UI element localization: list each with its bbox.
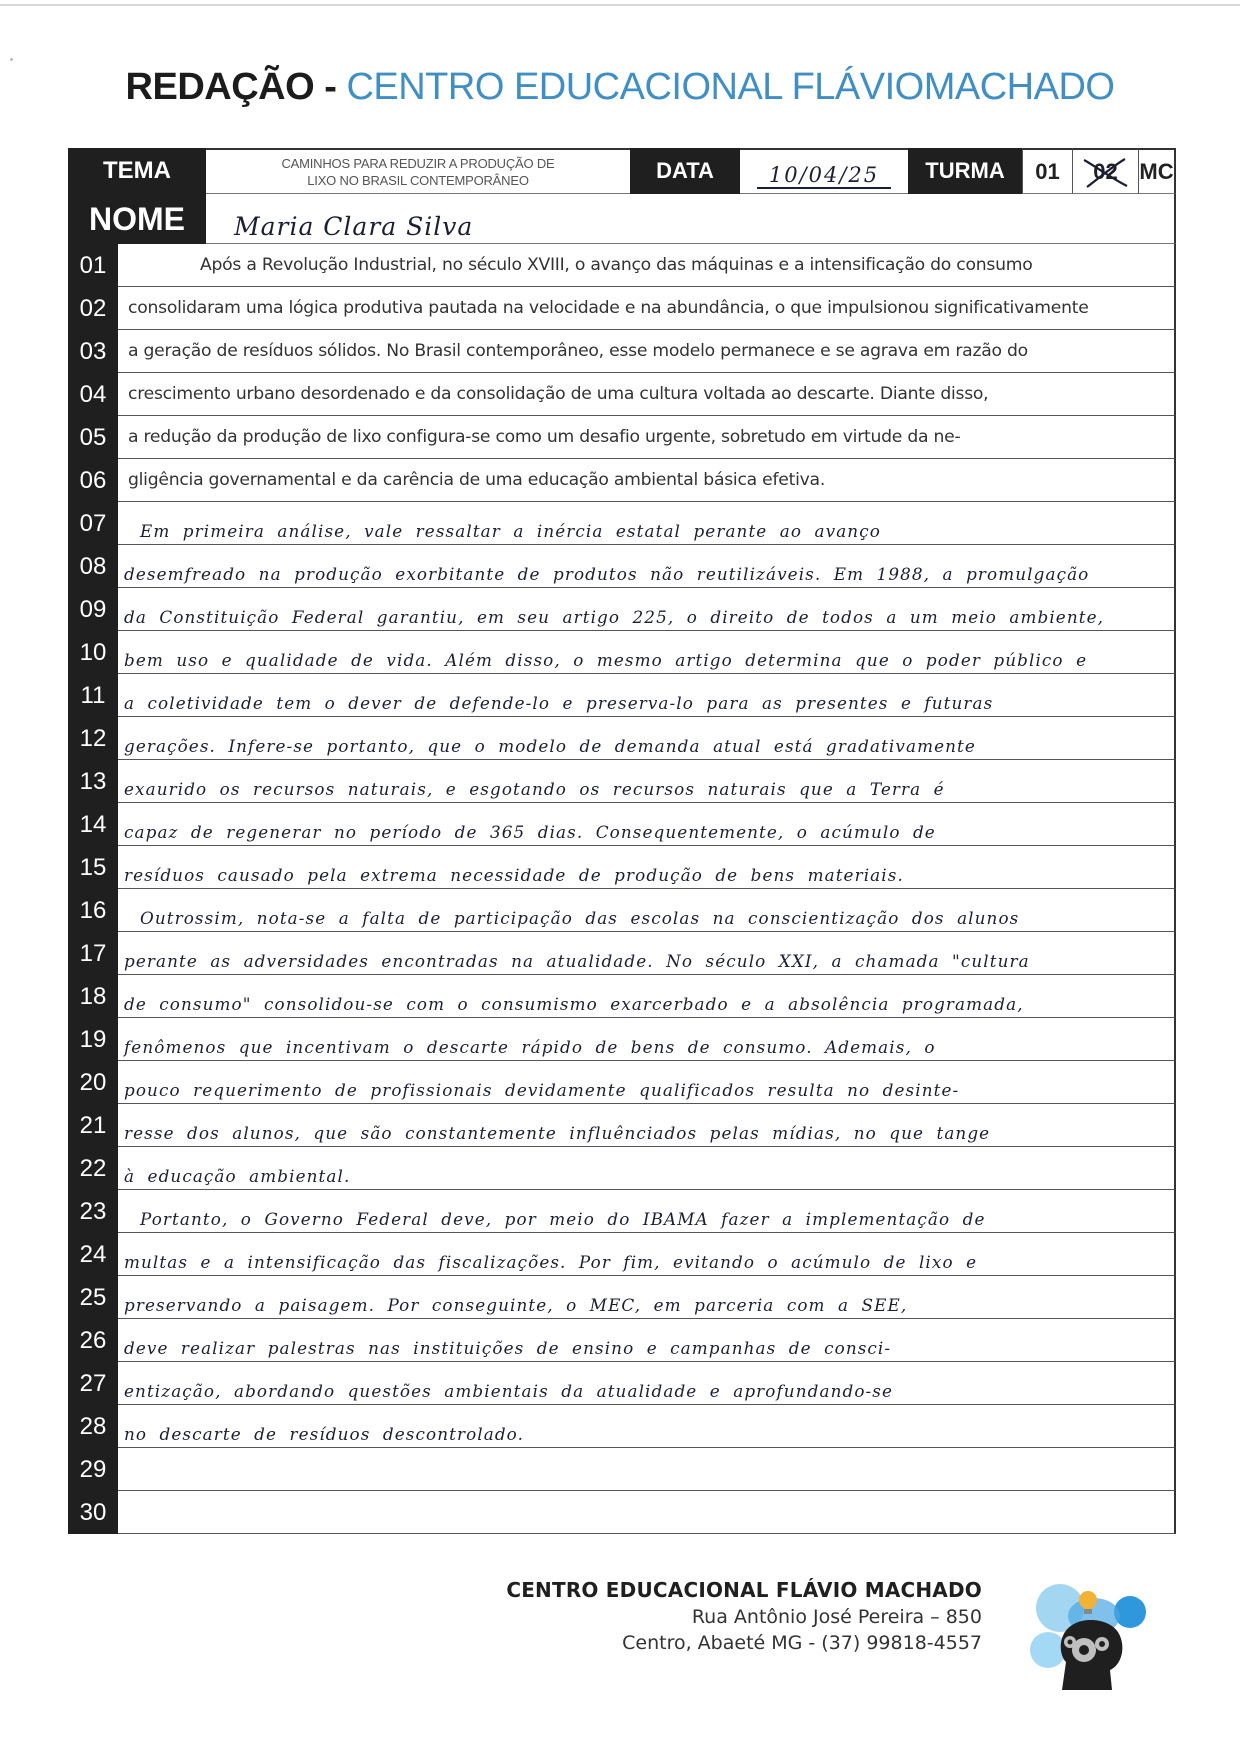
- essay-line: [68, 588, 1176, 631]
- data-label: DATA: [630, 148, 740, 194]
- essay-line: [68, 889, 1176, 932]
- essay-line: [68, 416, 1176, 459]
- handwritten-text: exaurido os recursos naturais, e esgotando os recursos naturais que a Terra é: [124, 779, 945, 799]
- essay-line: [68, 717, 1176, 760]
- essay-line: [68, 975, 1176, 1018]
- line-text-field[interactable]: [118, 1190, 1176, 1233]
- handwritten-text: multas e a intensificação das fiscalizações. Por fim, evitando o acúmulo de lixo e: [124, 1252, 978, 1272]
- line-text-field[interactable]: [118, 1233, 1176, 1276]
- line-text-field[interactable]: [118, 459, 1176, 502]
- page-title: [0, 66, 1240, 109]
- line-text-field[interactable]: [118, 631, 1176, 674]
- handwritten-text: deve realizar palestras nas instituições de ensino e campanhas de consci-: [124, 1338, 892, 1358]
- handwritten-text: Em primeira análise, vale ressaltar a inércia estatal perante ao avanço: [140, 521, 881, 541]
- handwritten-text: entização, abordando questões ambientais da atualidade e aprofundando-se: [124, 1381, 894, 1401]
- typed-text: Após a Revolução Industrial, no século XVIII, o avanço das máquinas e a intensificação do consumo: [200, 255, 1033, 275]
- page-footer: [0, 1570, 1240, 1720]
- essay-line: [68, 373, 1176, 416]
- line-text-field[interactable]: [118, 889, 1176, 932]
- essay-line: [68, 1362, 1176, 1405]
- line-number: 21: [68, 1104, 118, 1147]
- handwritten-text: pouco requerimento de profissionais devidamente qualificados resulta no desinte-: [124, 1080, 960, 1100]
- handwritten-text: capaz de regenerar no período de 365 dias. Consequentemente, o acúmulo de: [124, 822, 936, 842]
- essay-line: [68, 1147, 1176, 1190]
- nome-value: Maria Clara Silva: [234, 212, 474, 241]
- essay-line: [68, 502, 1176, 545]
- typed-text: crescimento urbano desordenado e da consolidação de uma cultura voltada ao descarte. Diante disso,: [128, 384, 989, 404]
- line-text-field[interactable]: [118, 373, 1176, 416]
- line-number: 24: [68, 1233, 118, 1276]
- handwritten-text: gerações. Infere-se portanto, que o modelo de demanda atual está gradativamente: [124, 736, 976, 756]
- turma-option-02-label: 02: [1093, 158, 1118, 184]
- line-text-field[interactable]: [118, 502, 1176, 545]
- essay-line: [68, 330, 1176, 373]
- essay-line: [68, 846, 1176, 889]
- line-text-field[interactable]: [118, 1104, 1176, 1147]
- line-text-field[interactable]: [118, 975, 1176, 1018]
- line-number: 12: [68, 717, 118, 760]
- line-text-field[interactable]: [118, 1018, 1176, 1061]
- essay-line: [68, 545, 1176, 588]
- line-number: 19: [68, 1018, 118, 1061]
- line-text-field[interactable]: [118, 846, 1176, 889]
- title-school: CENTRO EDUCACIONAL FLÁVIOMACHADO: [346, 66, 1115, 108]
- line-text-field[interactable]: [118, 1491, 1176, 1534]
- line-number: 18: [68, 975, 118, 1018]
- line-number: 06: [68, 459, 118, 502]
- data-value: 10/04/25: [757, 163, 891, 189]
- essay-line: [68, 803, 1176, 846]
- line-text-field[interactable]: [118, 330, 1176, 373]
- line-number: 29: [68, 1448, 118, 1491]
- turma-label: TURMA: [908, 148, 1022, 194]
- line-number: 09: [68, 588, 118, 631]
- handwritten-text: resse dos alunos, que são constantemente influênciados pelas mídias, no que tange: [124, 1123, 991, 1143]
- line-number: 05: [68, 416, 118, 459]
- turma-option-01[interactable]: 01: [1022, 148, 1072, 194]
- line-number: 10: [68, 631, 118, 674]
- line-number: 13: [68, 760, 118, 803]
- essay-lines: [68, 244, 1176, 1534]
- line-number: 23: [68, 1190, 118, 1233]
- line-number: 20: [68, 1061, 118, 1104]
- line-text-field[interactable]: [118, 588, 1176, 631]
- essay-line: [68, 1448, 1176, 1491]
- tema-field: [206, 148, 630, 194]
- line-number: 22: [68, 1147, 118, 1190]
- footer-text: [506, 1578, 982, 1654]
- handwritten-text: de consumo" consolidou-se com o consumismo exarcerbado e a absolência programada,: [124, 994, 1024, 1014]
- line-text-field[interactable]: [118, 244, 1176, 287]
- essay-line: [68, 1233, 1176, 1276]
- essay-line: [68, 760, 1176, 803]
- footer-address: Rua Antônio José Pereira – 850: [691, 1606, 982, 1628]
- essay-sheet: [68, 148, 1176, 1535]
- line-number: 08: [68, 545, 118, 588]
- handwritten-text: no descarte de resíduos descontrolado.: [124, 1424, 525, 1444]
- line-text-field[interactable]: [118, 287, 1176, 330]
- school-logo-icon: [1022, 1570, 1154, 1702]
- line-text-field[interactable]: [118, 932, 1176, 975]
- essay-line: [68, 459, 1176, 502]
- handwritten-text: desemfreado na produção exorbitante de produtos não reutilizáveis. Em 1988, a promulgação: [124, 564, 1090, 584]
- line-text-field[interactable]: [118, 760, 1176, 803]
- handwritten-text: preservando a paisagem. Por conseguinte, o MEC, em parceria com a SEE,: [124, 1295, 908, 1315]
- title-separator: -: [314, 66, 347, 108]
- line-text-field[interactable]: [118, 545, 1176, 588]
- line-text-field[interactable]: [118, 416, 1176, 459]
- handwritten-text: à educação ambiental.: [124, 1166, 351, 1186]
- line-number: 01: [68, 244, 118, 287]
- footer-school-name: CENTRO EDUCACIONAL FLÁVIO MACHADO: [506, 1578, 982, 1602]
- essay-line: [68, 1061, 1176, 1104]
- essay-line: [68, 1018, 1176, 1061]
- line-number: 26: [68, 1319, 118, 1362]
- line-number: 17: [68, 932, 118, 975]
- essay-line: [68, 1405, 1176, 1448]
- line-text-field[interactable]: [118, 803, 1176, 846]
- handwritten-text: perante as adversidades encontradas na atualidade. No século XXI, a chamada "cultura: [124, 951, 1030, 971]
- handwritten-text: fenômenos que incentivam o descarte rápido de bens de consumo. Ademais, o: [124, 1037, 936, 1057]
- essay-line: [68, 932, 1176, 975]
- line-text-field[interactable]: [118, 1448, 1176, 1491]
- margin-dot: [10, 58, 13, 61]
- line-number: 27: [68, 1362, 118, 1405]
- line-number: 28: [68, 1405, 118, 1448]
- typed-text: a redução da produção de lixo configura-se como um desafio urgente, sobretudo em virtude da ne-: [128, 427, 961, 447]
- typed-text: a geração de resíduos sólidos. No Brasil contemporâneo, esse modelo permanece e se agrava em razão do: [128, 341, 1028, 361]
- handwritten-text: Outrossim, nota-se a falta de participação das escolas na conscientização dos alunos: [140, 908, 1020, 928]
- line-number: 25: [68, 1276, 118, 1319]
- line-number: 02: [68, 287, 118, 330]
- essay-line: [68, 1319, 1176, 1362]
- top-rule: [0, 4, 1240, 6]
- turma-option-mc[interactable]: MC: [1138, 148, 1176, 194]
- line-text-field[interactable]: [118, 1319, 1176, 1362]
- turma-option-02[interactable]: [1072, 148, 1138, 194]
- essay-line: [68, 287, 1176, 330]
- line-number: 30: [68, 1491, 118, 1534]
- line-number: 14: [68, 803, 118, 846]
- line-text-field[interactable]: [118, 1405, 1176, 1448]
- line-text-field[interactable]: [118, 1061, 1176, 1104]
- data-field[interactable]: [740, 148, 908, 194]
- title-main: REDAÇÃO: [125, 66, 315, 108]
- line-text-field[interactable]: [118, 1147, 1176, 1190]
- handwritten-text: a coletividade tem o dever de defende-lo e preserva-lo para as presentes e futuras: [124, 693, 994, 713]
- form-header: [68, 148, 1176, 244]
- line-text-field[interactable]: [118, 1276, 1176, 1319]
- line-number: 03: [68, 330, 118, 373]
- essay-line: [68, 244, 1176, 287]
- line-number: 04: [68, 373, 118, 416]
- handwritten-text: bem uso e qualidade de vida. Além disso, o mesmo artigo determina que o poder público e: [124, 650, 1088, 670]
- handwritten-text: da Constituição Federal garantiu, em seu artigo 225, o direito de todos a um meio ambiente,: [124, 607, 1105, 627]
- line-text-field[interactable]: [118, 1362, 1176, 1405]
- tema-label: TEMA: [68, 148, 206, 194]
- essay-line: [68, 1190, 1176, 1233]
- line-text-field[interactable]: [118, 674, 1176, 717]
- typed-text: gligência governamental e da carência de uma educação ambiental básica efetiva.: [128, 470, 826, 490]
- line-number: 16: [68, 889, 118, 932]
- tema-text: CAMINHOS PARA REDUZIR A PRODUÇÃO DE LIXO NO BRASIL CONTEMPORÂNEO: [281, 155, 555, 188]
- essay-line: [68, 631, 1176, 674]
- footer-city-phone: Centro, Abaeté MG - (37) 99818-4557: [622, 1632, 982, 1654]
- nome-field[interactable]: [206, 194, 1176, 244]
- handwritten-text: resíduos causado pela extrema necessidade de produção de bens materiais.: [124, 865, 904, 885]
- essay-line: [68, 1276, 1176, 1319]
- essay-line: [68, 1491, 1176, 1534]
- line-number: 07: [68, 502, 118, 545]
- nome-label: NOME: [68, 194, 206, 244]
- line-number: 15: [68, 846, 118, 889]
- handwritten-text: Portanto, o Governo Federal deve, por meio do IBAMA fazer a implementação de: [140, 1209, 986, 1229]
- line-text-field[interactable]: [118, 717, 1176, 760]
- typed-text: consolidaram uma lógica produtiva pautada na velocidade e na abundância, o que impulsionou significativamente: [128, 298, 1089, 318]
- essay-line: [68, 1104, 1176, 1147]
- essay-line: [68, 674, 1176, 717]
- line-number: 11: [68, 674, 118, 717]
